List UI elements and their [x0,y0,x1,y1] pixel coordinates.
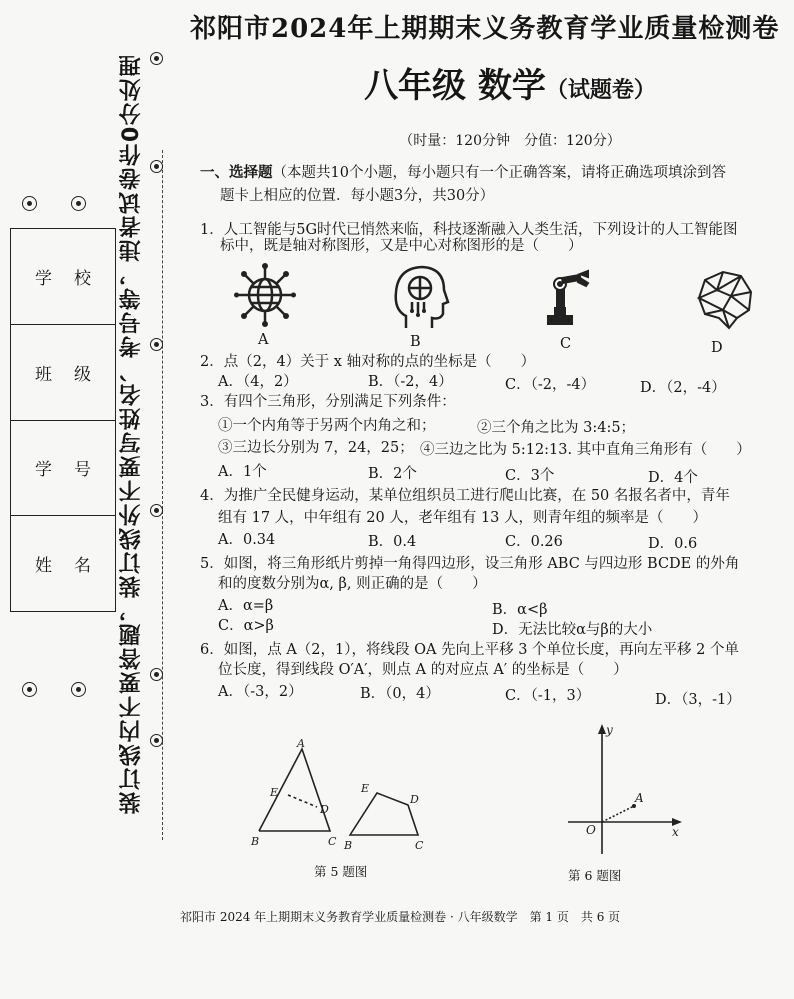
q2-option-c: C．（-2，-4） [505,377,596,393]
quadrilateral-bcde-outline [350,793,418,835]
q4-option-b: B．0.4 [368,534,417,550]
class-field: 班级 [11,325,115,421]
q2-option-a: A．（4，2） [218,374,298,390]
school-field: 学校 [11,229,115,325]
q5-option-b: B．α<β [492,602,548,618]
polygon-brain-icon [693,268,755,332]
q1-option-b: B [410,334,421,350]
binding-warning-text: 装订线内不要答题，装订线外不要写姓名、考号等，违者试卷作0分处理 [119,52,144,814]
q2-stem: 2．点（2，4）关于 x 轴对称的点的坐标是（ ） [200,354,536,370]
fig6-label-x: x [672,825,679,839]
binding-hole-icon [22,682,37,697]
q6-stem-line-1: 6．如图，点 A（2，1），将线段 OA 先向上平移 3 个单位长度，再向左平移 2 个单 [200,642,739,658]
ai-globe-icon [234,262,296,328]
section-instructions [200,162,726,184]
q3-option-a: A．1个 [218,464,267,480]
q6-stem-line-2: 位长度，得到线段 O′A′，则点 A 的对应点 A′ 的坐标是（ ） [218,662,628,678]
q5-stem-line-1: 5．如图，将三角形纸片剪掉一角得四边形，设三角形 ABC 与四边形 BCDE 的外角 [200,556,740,572]
q3-condition-3: ③三边长分别为 7，24，25； [218,440,414,456]
q1-stem-line-1: 1．人工智能与5G时代已悄然来临，科技逐渐融入人类生活，下列设计的人工智能图 [200,222,738,238]
q3-condition-4: ④三边之比为 5:12:13. 其中直角三角形有（ ） [420,442,751,458]
q6-option-a: A．（-3，2） [218,684,303,700]
fig6-caption: 第 6 题图 [568,868,622,883]
fig5-label-c2: C [415,839,424,852]
fig5-label-e2: E [361,782,370,795]
binding-hole-icon [150,668,163,681]
q6-option-c: C．（-1，3） [505,688,591,704]
q3-option-d: D．4个 [648,470,698,486]
fig5-label-b2: B [344,839,353,852]
q5-option-c: C．α>β [218,618,274,634]
binding-hole-icon [150,338,163,351]
figure-q6 [560,722,690,862]
fig6-label-o: O [586,823,596,837]
fig5-label-d: D [320,803,329,816]
robot-arm-icon [540,268,596,326]
binding-hole-icon [71,682,86,697]
subtitle-paren: （试题卷） [545,77,656,103]
q4-stem-line-2: 组有 17 人，中年组有 20 人，老年组有 13 人，则青年组的频率是（ ） [218,510,708,526]
binding-hole-icon [150,734,163,747]
exam-subtitle [300,58,720,107]
q5-stem-line-2: 和的度数分别为α, β, 则正确的是（ ） [218,576,487,592]
q4-option-d: D．0.6 [648,536,698,552]
exam-title: 祁阳市2024年上期期末义务教育学业质量检测卷 [190,14,780,44]
q1-option-d: D [711,340,723,356]
q1-option-c: C [560,336,572,352]
q6-option-b: B．（0，4） [360,686,440,702]
binding-hole-icon [150,504,163,517]
fig5-label-e: E [270,786,279,799]
q4-option-a: A．0.34 [218,532,276,548]
q3-condition-1: ①一个内角等于另两个内角之和； [218,418,436,434]
q1-option-a: A [258,332,269,348]
page-footer: 祁阳市 2024 年上期期末义务教育学业质量检测卷 · 八年级数学 第 1 页 共 6 页 [180,910,621,924]
section-heading: 一、选择题 [200,164,273,181]
instructions-line-1: （本题共10个小题，每小题只有一个正确答案，请将正确选项填涂到答 [272,165,726,181]
y-axis-arrow-icon [598,724,606,734]
instructions-line-2: 题卡上相应的位置．每小题3分，共30分） [220,188,495,204]
student-id-field: 学号 [11,421,115,517]
figure-q5 [240,735,440,855]
fig5-caption: 第 5 题图 [314,864,368,879]
q5-option-d: D．无法比较α与β的大小 [492,622,653,638]
fig5-label-d2: D [410,793,419,806]
q5-option-a: A．α=β [218,598,274,614]
q3-condition-2: ②三个角之比为 3:4:5； [477,420,636,436]
q2-option-d: D．（2，-4） [640,380,726,396]
segment-oa [602,806,634,822]
q4-stem-line-1: 4．为推广全民健身运动，某单位组织员工进行爬山比赛，在 50 名报名者中，青年 [200,488,730,504]
binding-hole-icon [150,52,163,65]
q4-option-c: C．0.26 [505,534,563,550]
student-info-table [10,228,116,612]
subject-title: 八年级 数学 [364,66,546,106]
fig6-label-a: A [635,791,644,805]
binding-hole-icon [22,196,37,211]
q3-stem: 3．有四个三角形，分别满足下列条件： [200,394,456,410]
cut-line [288,795,317,807]
binding-hole-icon [150,160,163,173]
binding-hole-icon [71,196,86,211]
fig6-label-y: y [606,723,613,737]
q1-stem-line-2: 标中，既是轴对称图形，又是中心对称图形的是（ ） [220,238,583,254]
q6-option-d: D．（3，-1） [655,692,741,708]
q3-option-b: B．2个 [368,466,417,482]
name-field: 姓名 [35,556,113,577]
fig5-label-b: B [251,835,260,848]
fig5-label-c: C [328,835,337,848]
fig5-label-a: A [297,737,305,750]
time-info: （时量：120分钟 分值：120分） [399,133,621,149]
q2-option-b: B．（-2，4） [368,374,453,390]
q3-option-c: C．3个 [505,468,555,484]
ai-head-brain-icon [388,262,450,332]
